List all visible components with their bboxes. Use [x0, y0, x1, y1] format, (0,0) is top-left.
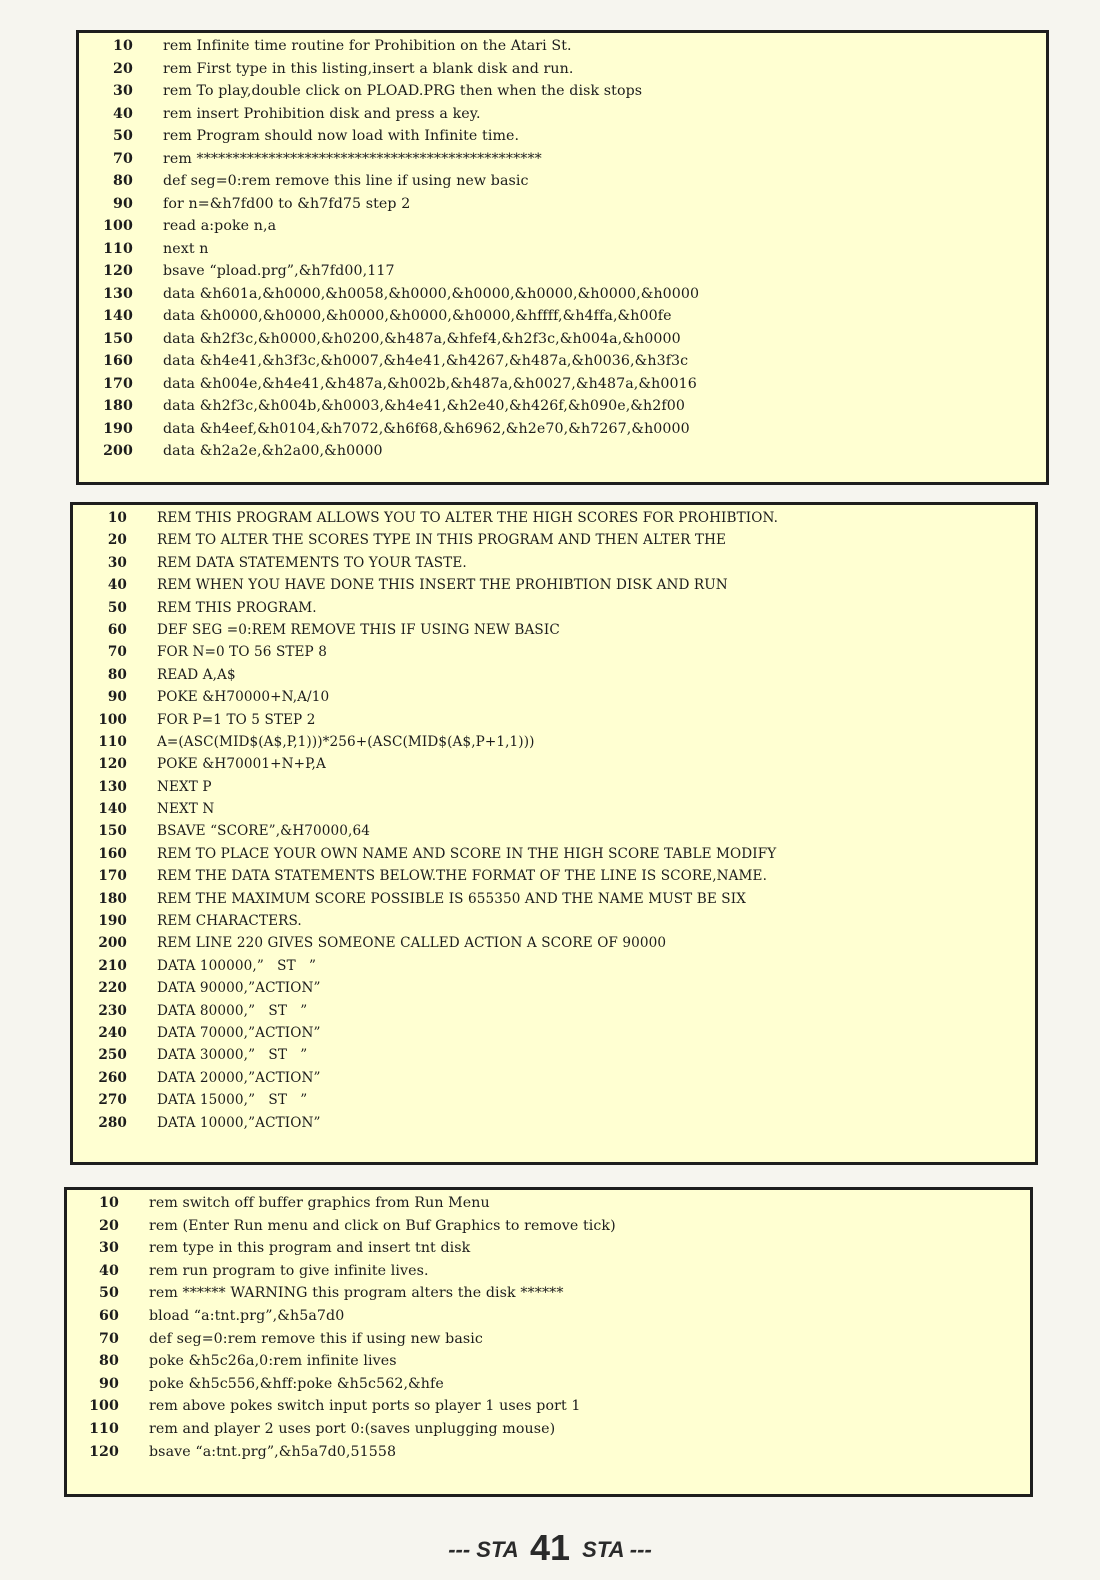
line-number: 150 — [103, 330, 133, 347]
line-number: 100 — [98, 711, 127, 728]
line-code: DATA 70000,”ACTION” — [157, 1024, 321, 1041]
line-code: rem ****** WARNING this program alters the disk ****** — [149, 1285, 564, 1302]
code-line — [73, 709, 1035, 731]
line-code: data &h2f3c,&h004b,&h0003,&h4e41,&h2e40,&h426f,&h090e,&h2f00 — [163, 398, 686, 414]
code-line — [73, 798, 1035, 820]
line-number: 160 — [103, 353, 133, 369]
code-line — [67, 1395, 1030, 1418]
line-code: next n — [163, 240, 209, 257]
line-number: 260 — [98, 1069, 127, 1086]
code-line — [79, 418, 1046, 441]
code-line — [67, 1282, 1030, 1305]
code-line — [79, 125, 1046, 148]
line-code: REM CHARACTERS. — [157, 913, 302, 930]
footer-right: STA --- — [582, 1537, 652, 1562]
line-number: 40 — [107, 577, 127, 594]
line-number: 80 — [107, 666, 127, 683]
code-line — [79, 58, 1046, 81]
line-code: REM THIS PROGRAM ALLOWS YOU TO ALTER THE HIGH SCORES FOR PROHIBTION. — [157, 510, 779, 526]
line-number: 220 — [98, 980, 127, 997]
line-number: 130 — [103, 285, 133, 302]
line-number: 140 — [103, 308, 133, 324]
line-number: 170 — [103, 375, 133, 392]
line-number: 80 — [99, 1353, 119, 1370]
line-number: 140 — [98, 801, 127, 818]
line-code: DATA 90000,”ACTION” — [157, 980, 321, 997]
line-number: 240 — [98, 1024, 127, 1041]
line-number: 280 — [98, 1114, 127, 1131]
line-code: data &h2a2e,&h2a00,&h0000 — [163, 443, 383, 459]
line-number: 100 — [89, 1398, 119, 1415]
listing-prohibition-high-scores — [70, 502, 1038, 1165]
line-code: rem insert Prohibition disk and press a key. — [163, 105, 481, 122]
line-code: FOR P=1 TO 5 STEP 2 — [157, 711, 316, 728]
code-line — [73, 910, 1035, 932]
line-code: POKE &H70001+N+P,A — [157, 756, 326, 773]
code-line — [79, 260, 1046, 283]
line-number: 120 — [98, 756, 127, 773]
code-line — [73, 619, 1035, 641]
code-line — [79, 395, 1046, 418]
line-number: 100 — [103, 218, 133, 234]
line-code: REM LINE 220 GIVES SOMEONE CALLED ACTION A SCORE OF 90000 — [157, 935, 667, 952]
line-code: REM THE DATA STATEMENTS BELOW.THE FORMAT OF THE LINE IS SCORE,NAME. — [157, 868, 768, 885]
line-number: 130 — [98, 778, 127, 795]
line-code: rem run program to give infinite lives. — [149, 1262, 429, 1279]
line-code: data &h4e41,&h3f3c,&h0007,&h4e41,&h4267,&h487a,&h0036,&h3f3c — [163, 353, 689, 369]
line-number: 210 — [98, 957, 127, 974]
code-line — [79, 148, 1046, 171]
code-line — [79, 170, 1046, 193]
line-number: 150 — [98, 823, 127, 840]
page-number: 41 — [529, 1527, 571, 1568]
line-code: rem type in this program and insert tnt disk — [149, 1240, 471, 1257]
listing-tnt-infinite-lives — [64, 1187, 1033, 1497]
code-line — [67, 1328, 1030, 1351]
line-code: NEXT N — [157, 801, 215, 818]
line-code: data &h0000,&h0000,&h0000,&h0000,&h0000,&hffff,&h4ffa,&h00fe — [163, 308, 672, 324]
code-line — [73, 574, 1035, 596]
code-line — [67, 1237, 1030, 1260]
line-code: A=(ASC(MID$(A$,P,1)))*256+(ASC(MID$(A$,P+1,1))) — [157, 733, 535, 750]
line-number: 120 — [103, 263, 133, 279]
footer-left: --- STA — [448, 1537, 518, 1562]
line-code: DATA 30000,” ST ” — [157, 1047, 308, 1064]
code-line — [67, 1305, 1030, 1328]
line-number: 30 — [99, 1240, 119, 1257]
line-number: 200 — [103, 443, 133, 459]
code-line — [73, 552, 1035, 574]
code-line — [73, 1044, 1035, 1066]
line-code: bload “a:tnt.prg”,&h5a7d0 — [149, 1307, 345, 1324]
line-number: 40 — [113, 105, 133, 122]
code-line — [79, 283, 1046, 306]
line-code: REM DATA STATEMENTS TO YOUR TASTE. — [157, 554, 467, 571]
line-number: 180 — [103, 398, 133, 414]
line-number: 90 — [113, 195, 133, 212]
line-code: REM WHEN YOU HAVE DONE THIS INSERT THE PROHIBTION DISK AND RUN — [157, 577, 728, 594]
line-code: data &h2f3c,&h0000,&h0200,&h487a,&hfef4,&h2f3c,&h004a,&h0000 — [163, 330, 681, 347]
line-number: 250 — [98, 1047, 127, 1064]
page-footer — [0, 1528, 1100, 1570]
line-number: 80 — [113, 173, 133, 189]
code-line — [73, 1067, 1035, 1089]
line-code: read a:poke n,a — [163, 218, 277, 234]
line-code: rem Program should now load with Infinite time. — [163, 128, 520, 144]
code-line — [73, 731, 1035, 753]
code-line — [73, 977, 1035, 999]
code-line — [67, 1373, 1030, 1396]
line-code: rem Infinite time routine for Prohibition on the Atari St. — [163, 38, 572, 54]
code-line — [73, 865, 1035, 887]
line-code: rem above pokes switch input ports so player 1 uses port 1 — [149, 1398, 581, 1415]
code-line — [73, 1089, 1035, 1111]
line-number: 20 — [107, 532, 127, 549]
line-code: data &h4eef,&h0104,&h7072,&h6f68,&h6962,&h2e70,&h7267,&h0000 — [163, 420, 690, 437]
line-code: poke &h5c26a,0:rem infinite lives — [149, 1353, 397, 1370]
code-line — [73, 597, 1035, 619]
line-number: 50 — [99, 1285, 119, 1302]
code-line — [73, 888, 1035, 910]
line-code: REM THE MAXIMUM SCORE POSSIBLE IS 655350 AND THE NAME MUST BE SIX — [157, 890, 746, 907]
line-number: 10 — [113, 38, 133, 54]
line-number: 120 — [89, 1443, 119, 1460]
code-line — [73, 529, 1035, 551]
line-code: data &h601a,&h0000,&h0058,&h0000,&h0000,&h0000,&h0000,&h0000 — [163, 285, 700, 302]
code-line — [73, 664, 1035, 686]
line-code: READ A,A$ — [157, 666, 236, 683]
line-number: 30 — [113, 83, 133, 99]
line-code: REM THIS PROGRAM. — [157, 599, 317, 616]
line-code: def seg=0:rem remove this line if using new basic — [163, 173, 529, 189]
code-line — [79, 215, 1046, 238]
code-line — [73, 1112, 1035, 1134]
line-code: bsave “a:tnt.prg”,&h5a7d0,51558 — [149, 1443, 397, 1460]
code-line — [73, 753, 1035, 775]
line-code: rem To play,double click on PLOAD.PRG then when the disk stops — [163, 83, 643, 99]
line-code: FOR N=0 TO 56 STEP 8 — [157, 644, 327, 661]
code-line — [67, 1350, 1030, 1373]
line-number: 230 — [98, 1002, 127, 1019]
code-line — [73, 641, 1035, 663]
code-line — [73, 507, 1035, 529]
line-number: 200 — [98, 935, 127, 952]
line-code: DEF SEG =0:REM REMOVE THIS IF USING NEW BASIC — [157, 621, 560, 638]
code-line — [67, 1418, 1030, 1441]
code-line — [79, 440, 1046, 463]
code-line — [73, 776, 1035, 798]
line-code: for n=&h7fd00 to &h7fd75 step 2 — [163, 195, 411, 212]
code-line — [79, 305, 1046, 328]
line-code: bsave “pload.prg”,&h7fd00,117 — [163, 263, 395, 279]
line-number: 70 — [107, 644, 127, 661]
line-code: BSAVE “SCORE”,&H70000,64 — [157, 823, 370, 840]
code-line — [79, 238, 1046, 261]
line-number: 60 — [99, 1307, 119, 1324]
code-line — [73, 1000, 1035, 1022]
line-number: 40 — [99, 1262, 119, 1279]
code-line — [73, 843, 1035, 865]
code-line — [79, 35, 1046, 58]
line-code: DATA 100000,” ST ” — [157, 957, 317, 974]
line-code: rem ************************************************ — [163, 150, 542, 167]
code-line — [73, 932, 1035, 954]
line-code: rem switch off buffer graphics from Run Menu — [149, 1195, 490, 1211]
code-line — [79, 328, 1046, 351]
line-number: 170 — [98, 868, 127, 885]
code-line — [73, 686, 1035, 708]
line-number: 180 — [98, 890, 127, 907]
line-number: 90 — [99, 1375, 119, 1392]
line-code: rem First type in this listing,insert a blank disk and run. — [163, 60, 574, 77]
code-line — [67, 1441, 1030, 1464]
line-number: 10 — [99, 1195, 119, 1211]
code-line — [79, 350, 1046, 373]
code-line — [67, 1215, 1030, 1238]
line-number: 50 — [107, 599, 127, 616]
line-number: 110 — [98, 733, 127, 750]
code-line — [79, 103, 1046, 126]
code-line — [67, 1260, 1030, 1283]
line-number: 160 — [98, 845, 127, 862]
line-code: DATA 20000,”ACTION” — [157, 1069, 321, 1086]
line-code: rem (Enter Run menu and click on Buf Graphics to remove tick) — [149, 1217, 616, 1234]
line-number: 190 — [103, 420, 133, 437]
line-number: 190 — [98, 913, 127, 930]
code-line — [73, 955, 1035, 977]
code-line — [73, 820, 1035, 842]
line-code: poke &h5c556,&hff:poke &h5c562,&hfe — [149, 1375, 444, 1392]
line-number: 60 — [107, 621, 127, 638]
line-code: rem and player 2 uses port 0:(saves unplugging mouse) — [149, 1420, 556, 1437]
line-code: REM TO PLACE YOUR OWN NAME AND SCORE IN THE HIGH SCORE TABLE MODIFY — [157, 845, 777, 862]
line-number: 270 — [98, 1092, 127, 1109]
line-number: 70 — [99, 1330, 119, 1347]
line-code: DATA 10000,”ACTION” — [157, 1114, 321, 1131]
line-code: NEXT P — [157, 778, 212, 795]
line-number: 30 — [107, 554, 127, 571]
code-line — [73, 1022, 1035, 1044]
line-code: POKE &H70000+N,A/10 — [157, 689, 330, 706]
line-number: 20 — [113, 60, 133, 77]
line-number: 10 — [107, 510, 127, 526]
listing-prohibition-infinite-time — [76, 30, 1049, 485]
code-line — [79, 193, 1046, 216]
line-number: 110 — [89, 1420, 119, 1437]
line-number: 50 — [113, 128, 133, 144]
line-code: data &h004e,&h4e41,&h487a,&h002b,&h487a,&h0027,&h487a,&h0016 — [163, 375, 697, 392]
code-line — [79, 80, 1046, 103]
line-number: 70 — [113, 150, 133, 167]
code-line — [67, 1192, 1030, 1215]
line-code: REM TO ALTER THE SCORES TYPE IN THIS PROGRAM AND THEN ALTER THE — [157, 532, 727, 549]
line-number: 20 — [99, 1217, 119, 1234]
code-line — [79, 373, 1046, 396]
line-code: DATA 80000,” ST ” — [157, 1002, 308, 1019]
line-code: def seg=0:rem remove this if using new basic — [149, 1330, 483, 1347]
line-number: 110 — [103, 240, 133, 257]
line-number: 90 — [107, 689, 127, 706]
line-code: DATA 15000,” ST ” — [157, 1092, 308, 1109]
